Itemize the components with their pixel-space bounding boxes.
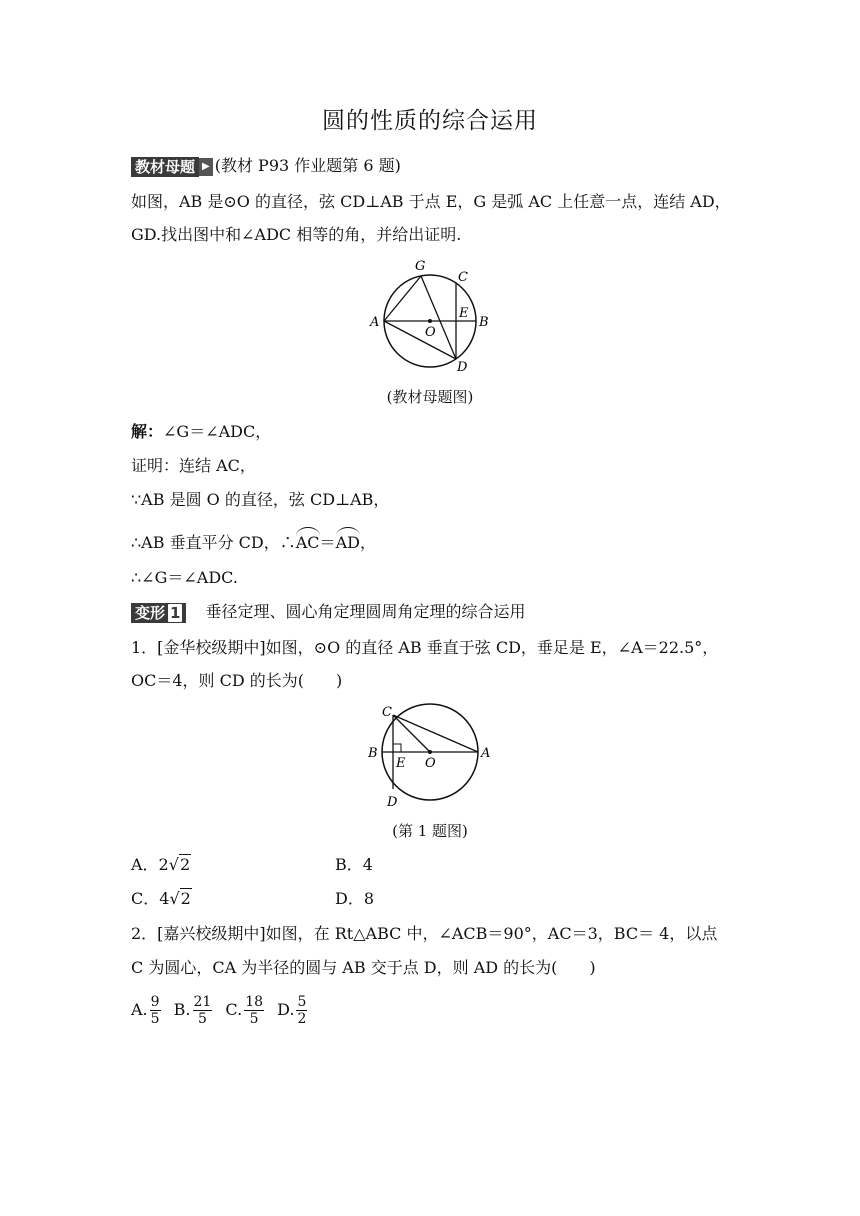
label-d: D [457, 360, 468, 375]
label-c: C [458, 270, 468, 285]
q2-option-a-label: A. [131, 1000, 148, 1019]
variant-tag-number: 1 [170, 603, 181, 622]
label-b: B [479, 315, 489, 330]
q2-option-c [225, 994, 266, 1027]
center-point2 [428, 750, 432, 754]
page-title: 圆的性质的综合运用 [322, 108, 538, 134]
right-angle-mark [393, 744, 401, 752]
denominator: 2 [297, 1011, 307, 1027]
denominator: 5 [249, 1011, 259, 1027]
numerator: 9 [150, 994, 160, 1010]
label-c2: C [382, 705, 392, 720]
proof-line3-text: ∴AB 垂直平分 CD，∴ [131, 533, 296, 552]
q2-option-a [131, 994, 163, 1027]
segment-gd [421, 276, 456, 359]
numerator: 5 [297, 994, 307, 1010]
option-b: B．4 [335, 855, 373, 874]
variant-tag-text: 变形 [135, 603, 166, 622]
proof-line1: 证明：连结 AC， [131, 456, 256, 475]
label-o2: O [425, 756, 436, 771]
fraction [150, 994, 161, 1027]
label-a: A [370, 315, 380, 330]
problem-text-line2: GD.找出图中和∠ADC 相等的角，并给出证明. [131, 225, 462, 244]
label-a2: A [481, 746, 491, 761]
q1-caption: (第 1 题图) [392, 822, 468, 840]
proof-line3-equals: ＝ [319, 533, 336, 552]
textbook-figure [366, 255, 496, 375]
option-c-radicand: 2 [180, 889, 191, 908]
proof-line2: ∵AB 是圆 O 的直径，弦 CD⊥AB， [131, 490, 390, 509]
option-a: A．2√2 [131, 855, 191, 874]
proof-line3 [131, 532, 376, 554]
fraction [193, 994, 213, 1027]
label-e: E [459, 306, 469, 321]
proof-line3-end: ， [359, 533, 376, 552]
option-d: D．8 [335, 889, 375, 908]
arc-ad: AD [335, 533, 360, 552]
numerator: 21 [193, 994, 212, 1010]
option-c: C．4√2 [131, 889, 191, 908]
q2-option-b-label: B. [173, 1000, 191, 1019]
proof-line4: ∴∠G＝∠ADC. [131, 568, 238, 587]
label-d2: D [387, 795, 398, 810]
arc-ac: AC [295, 533, 320, 552]
option-a-text: A．2 [131, 855, 169, 874]
variant-tag [131, 603, 186, 623]
denominator: 5 [197, 1011, 207, 1027]
segment-ca [393, 715, 478, 752]
q2-options [131, 994, 309, 1027]
segment-co [393, 715, 430, 752]
question1-figure [366, 700, 496, 812]
fraction [244, 994, 264, 1027]
solution-answer: ∠G＝∠ADC， [163, 422, 272, 441]
q2-option-d-label: D. [277, 1000, 295, 1019]
solution-line [131, 421, 271, 443]
segment-ad [384, 321, 456, 359]
denominator: 5 [150, 1011, 160, 1027]
section-header [131, 155, 401, 177]
variant-heading: 垂径定理、圆心角定理圆周角定理的综合运用 [205, 602, 526, 621]
q2-option-d [277, 994, 309, 1027]
label-b2: B [368, 746, 378, 761]
q1-line2: OC＝4，则 CD 的长为( ) [131, 671, 343, 690]
variant-header [131, 601, 526, 623]
label-o: O [425, 325, 436, 340]
fraction [296, 994, 307, 1027]
q2-option-b [173, 994, 215, 1027]
option-a-radicand: 2 [179, 855, 191, 874]
label-e2: E [396, 756, 406, 771]
play-triangle-icon: ▶ [199, 158, 213, 176]
textbook-problem-tag: 教材母题 [131, 157, 199, 177]
q1-line1: 1．[金华校级期中]如图，⊙O 的直径 AB 垂直于弦 CD，垂足是 E，∠A＝22.5°， [131, 638, 719, 657]
numerator: 18 [245, 994, 264, 1010]
q2-line2: C 为圆心，CA 为半径的圆与 AB 交于点 D，则 AD 的长为( ) [131, 958, 596, 977]
center-point [428, 319, 432, 323]
option-c-text: C．4 [131, 889, 170, 908]
q2-option-c-label: C. [225, 1000, 243, 1019]
solution-label: 解： [131, 422, 164, 441]
source-note: (教材 P93 作业题第 6 题) [214, 156, 401, 175]
figure-caption: (教材母题图) [386, 388, 474, 406]
problem-text-line1: 如图，AB 是⊙O 的直径，弦 CD⊥AB 于点 E，G 是弧 AC 上任意一点，连结 AD， [131, 192, 731, 211]
q2-line1: 2．[嘉兴校级期中]如图，在 Rt△ABC 中，∠ACB＝90°，AC＝3，BC＝ 4，以点 [131, 924, 718, 943]
label-g: G [415, 259, 426, 274]
